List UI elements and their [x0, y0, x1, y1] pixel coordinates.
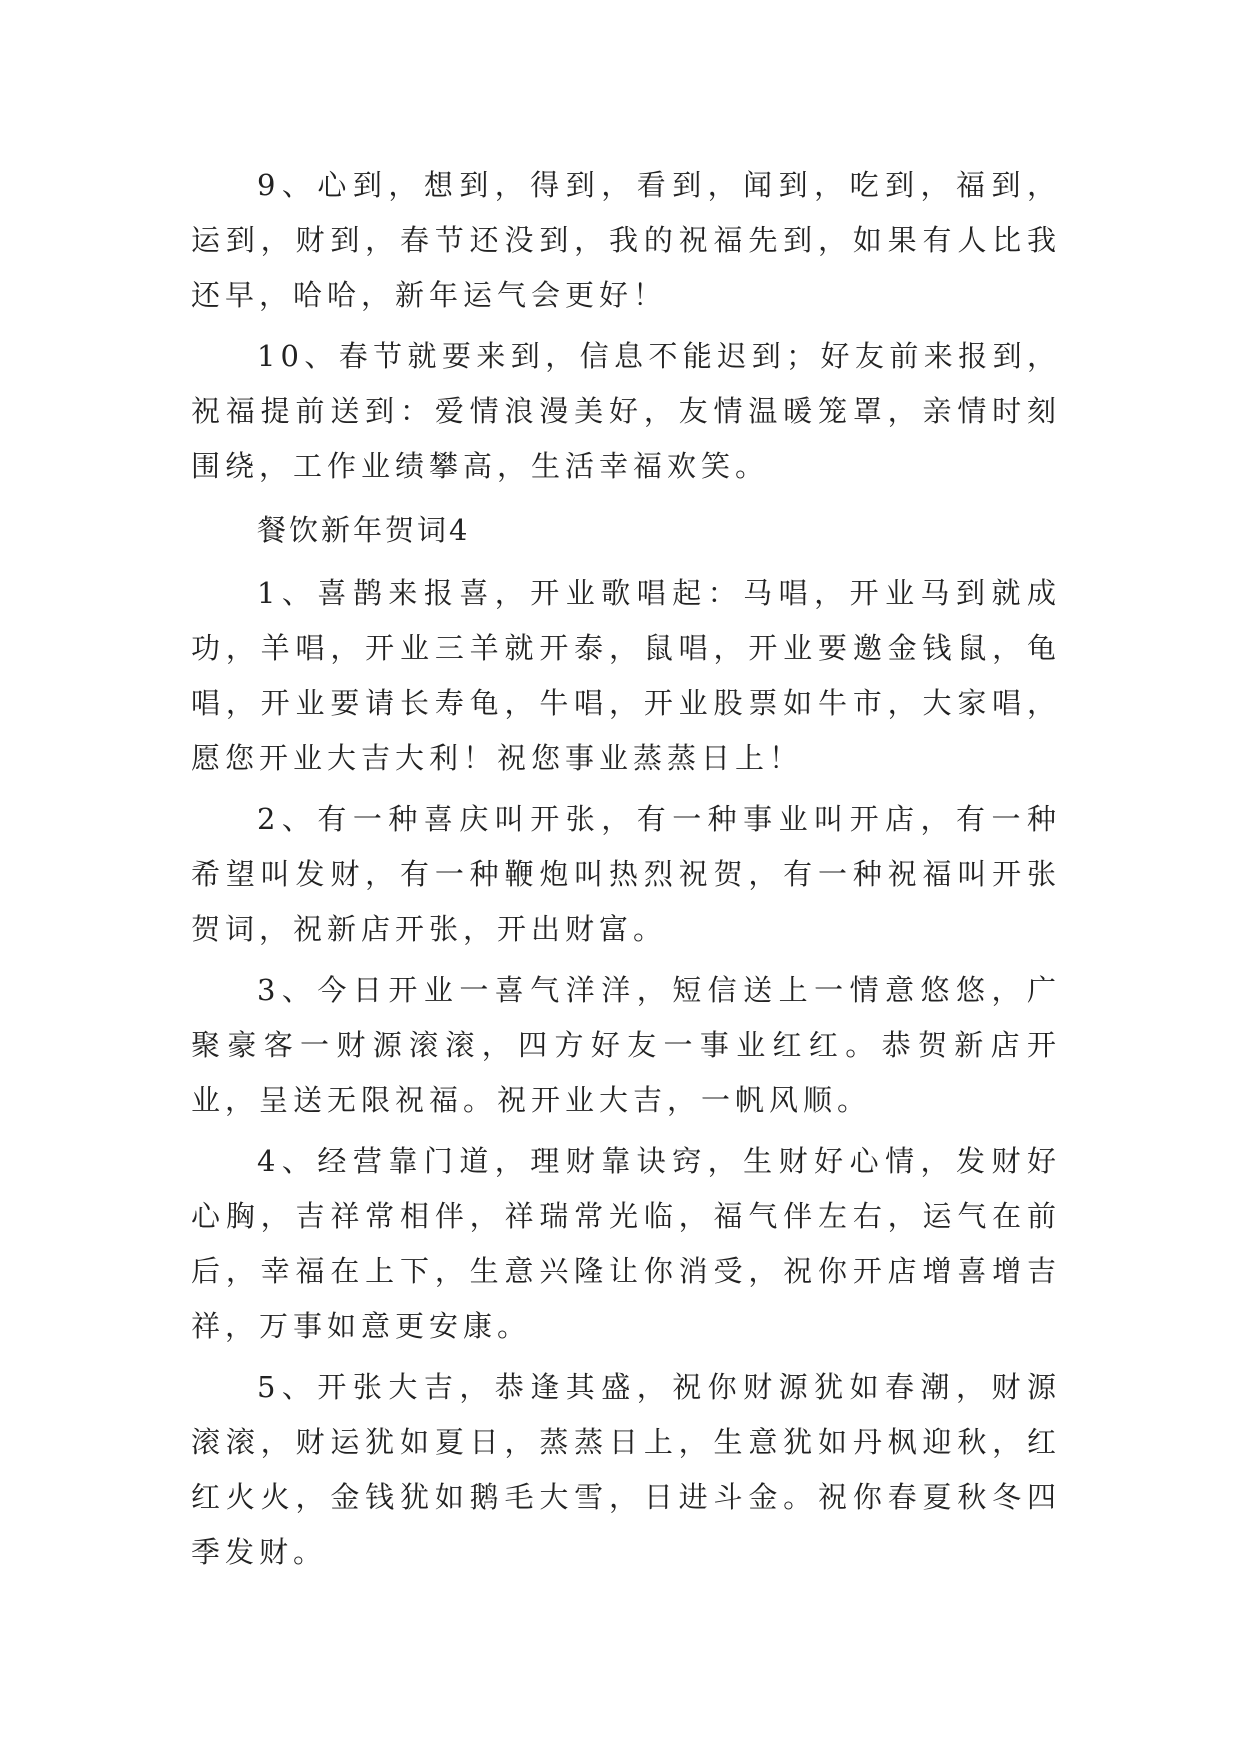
paragraph-item-9: 9、心到，想到，得到，看到，闻到，吃到，福到，运到，财到，春节还没到，我的祝福先到，如果有人比我还早，哈哈，新年运气会更好！ — [191, 168, 1061, 312]
paragraph-item-3: 3、今日开业一喜气洋洋，短信送上一情意悠悠，广聚豪客一财源滚滚，四方好友一事业红红。恭贺新店开业，呈送无限祝福。祝开业大吉，一帆风顺。 — [191, 973, 1061, 1117]
paragraph-item-4: 4、经营靠门道，理财靠诀窍，生财好心情，发财好心胸，吉祥常相伴，祥瑞常光临，福气伴左右，运气在前后，幸福在上下，生意兴隆让你消受，祝你开店增喜增吉祥，万事如意更安康。 — [191, 1144, 1061, 1343]
paragraph-item-2: 2、有一种喜庆叫开张，有一种事业叫开店，有一种希望叫发财，有一种鞭炮叫热烈祝贺，有一种祝福叫开张贺词，祝新店开张，开出财富。 — [191, 802, 1061, 946]
section-title: 餐饮新年贺词4 — [257, 513, 471, 547]
paragraph-item-5: 5、开张大吉，恭逢其盛，祝你财源犹如春潮，财源滚滚，财运犹如夏日，蒸蒸日上，生意犹如丹枫迎秋，红红火火，金钱犹如鹅毛大雪，日进斗金。祝你春夏秋冬四季发财。 — [191, 1370, 1061, 1569]
document-body — [191, 158, 1061, 1586]
paragraph-item-1: 1、喜鹊来报喜，开业歌唱起：马唱，开业马到就成功，羊唱，开业三羊就开泰，鼠唱，开业要邀金钱鼠，龟唱，开业要请长寿龟，牛唱，开业股票如牛市，大家唱，愿您开业大吉大利！祝您事业蒸蒸日上！ — [191, 576, 1061, 775]
paragraph-item-10: 10、春节就要来到，信息不能迟到；好友前来报到，祝福提前送到：爱情浪漫美好，友情温暖笼罩，亲情时刻围绕，工作业绩攀高，生活幸福欢笑。 — [191, 339, 1061, 483]
